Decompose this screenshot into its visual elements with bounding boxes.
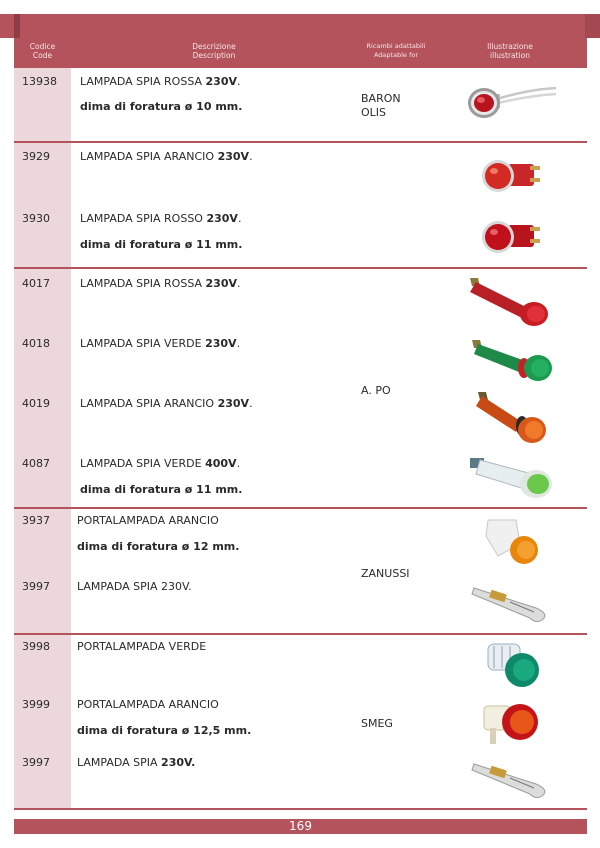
- voltage: 230V: [205, 337, 237, 350]
- product-description: PORTALAMPADA VERDE: [77, 640, 207, 653]
- drilling-note: dima di foratura ø 12,5 mm.: [77, 724, 252, 737]
- product-description: [80, 212, 241, 225]
- product-code: 3930: [22, 212, 50, 225]
- header-spare-it: Ricambi adattabili: [366, 42, 426, 50]
- product-code: 3929: [22, 150, 50, 163]
- header-code-en: Code: [32, 51, 53, 60]
- voltage: 400V: [205, 457, 237, 470]
- voltage: 230V: [205, 75, 238, 88]
- header-desc-en: Description: [192, 51, 236, 60]
- brand-label: ZANUSSI: [361, 567, 410, 580]
- header-code: [14, 42, 71, 60]
- top-band-left-tab: [14, 14, 20, 38]
- desc-text: LAMPADA SPIA ROSSA: [80, 277, 203, 290]
- group-separator: [14, 267, 587, 269]
- group-separator: [14, 507, 587, 509]
- top-band: [0, 14, 600, 38]
- red-chrome-indicator-lamp-icon: [464, 80, 559, 130]
- header-desc-it: Descrizione: [192, 42, 236, 51]
- desc-dot: .: [236, 337, 241, 350]
- product-code: 3998: [22, 640, 50, 653]
- group-separator: [14, 141, 587, 143]
- lamp-bulb-icon: [470, 582, 554, 626]
- product-code: 3997: [22, 756, 50, 769]
- red-indicator-lamp-icon: [478, 216, 548, 258]
- product-code: 4017: [22, 277, 50, 290]
- product-code: 4087: [22, 457, 50, 470]
- product-description: [80, 75, 241, 88]
- product-description: [80, 457, 240, 470]
- header-ill-en: illustration: [490, 51, 530, 60]
- voltage: 230V: [217, 397, 250, 410]
- header-ill-it: Illustrazione: [487, 42, 533, 51]
- brand-label: SMEG: [361, 717, 393, 730]
- product-code: 13938: [22, 75, 57, 88]
- brand-label: OLIS: [361, 106, 387, 119]
- product-description: PORTALAMPADA ARANCIO: [77, 698, 219, 711]
- desc-dot: .: [237, 75, 241, 88]
- drilling-note: dima di foratura ø 11 mm.: [80, 238, 243, 251]
- brand-label: A. PO: [361, 384, 391, 397]
- product-description: [77, 756, 195, 769]
- product-description: [80, 277, 241, 290]
- desc-text: LAMPADA SPIA ROSSO: [80, 212, 203, 225]
- page-number: 169: [14, 819, 587, 834]
- desc-dot: .: [249, 150, 253, 163]
- voltage: 230V: [205, 277, 238, 290]
- drilling-note: dima di foratura ø 12 mm.: [77, 540, 240, 553]
- desc-dot: .: [236, 457, 241, 470]
- green-white-indicator-lamp-icon: [468, 454, 558, 502]
- desc-text: LAMPADA SPIA VERDE: [80, 457, 202, 470]
- group-separator: [14, 808, 587, 810]
- product-description: PORTALAMPADA ARANCIO: [77, 514, 219, 527]
- product-description: [80, 150, 253, 163]
- product-code: 3937: [22, 514, 50, 527]
- brand-label: BARON: [361, 92, 401, 105]
- header-spare-parts: [352, 42, 440, 60]
- header-code-it: Codice: [29, 42, 56, 51]
- desc-dot: .: [237, 212, 242, 225]
- product-code: 4019: [22, 397, 50, 410]
- orange-long-indicator-lamp-icon: [474, 390, 550, 446]
- product-code: 3997: [22, 580, 50, 593]
- orange-indicator-lamp-icon: [478, 156, 548, 196]
- red-long-indicator-lamp-icon: [466, 274, 556, 328]
- product-code: 4018: [22, 337, 50, 350]
- desc-text: LAMPADA SPIA VERDE: [80, 337, 202, 350]
- product-description: LAMPADA SPIA 230V.: [77, 580, 192, 593]
- product-description: [80, 337, 240, 350]
- desc-dot: .: [237, 277, 241, 290]
- group-separator: [14, 633, 587, 635]
- desc-dot: .: [249, 397, 253, 410]
- drilling-note: dima di foratura ø 10 mm.: [80, 100, 243, 113]
- voltage: 230V: [206, 212, 238, 225]
- orange-lampholder-icon: [482, 698, 544, 752]
- top-band-right-tab: [585, 14, 600, 38]
- voltage: 230V.: [161, 756, 196, 769]
- table-header: [14, 38, 587, 68]
- header-description: [134, 42, 294, 60]
- voltage: 230V: [217, 150, 250, 163]
- header-spare-en: Adaptable for: [373, 51, 419, 59]
- orange-lampholder-icon: [478, 516, 544, 568]
- desc-text: LAMPADA SPIA: [77, 756, 158, 769]
- green-long-indicator-lamp-icon: [470, 336, 556, 386]
- desc-text: LAMPADA SPIA ROSSA: [80, 75, 203, 88]
- drilling-note: dima di foratura ø 11 mm.: [80, 483, 243, 496]
- desc-text: LAMPADA SPIA ARANCIO: [80, 397, 215, 410]
- header-illustration: [470, 42, 550, 60]
- lamp-bulb-icon: [470, 758, 554, 802]
- product-code: 3999: [22, 698, 50, 711]
- green-lampholder-icon: [484, 638, 544, 694]
- product-description: [80, 397, 253, 410]
- desc-text: LAMPADA SPIA ARANCIO: [80, 150, 215, 163]
